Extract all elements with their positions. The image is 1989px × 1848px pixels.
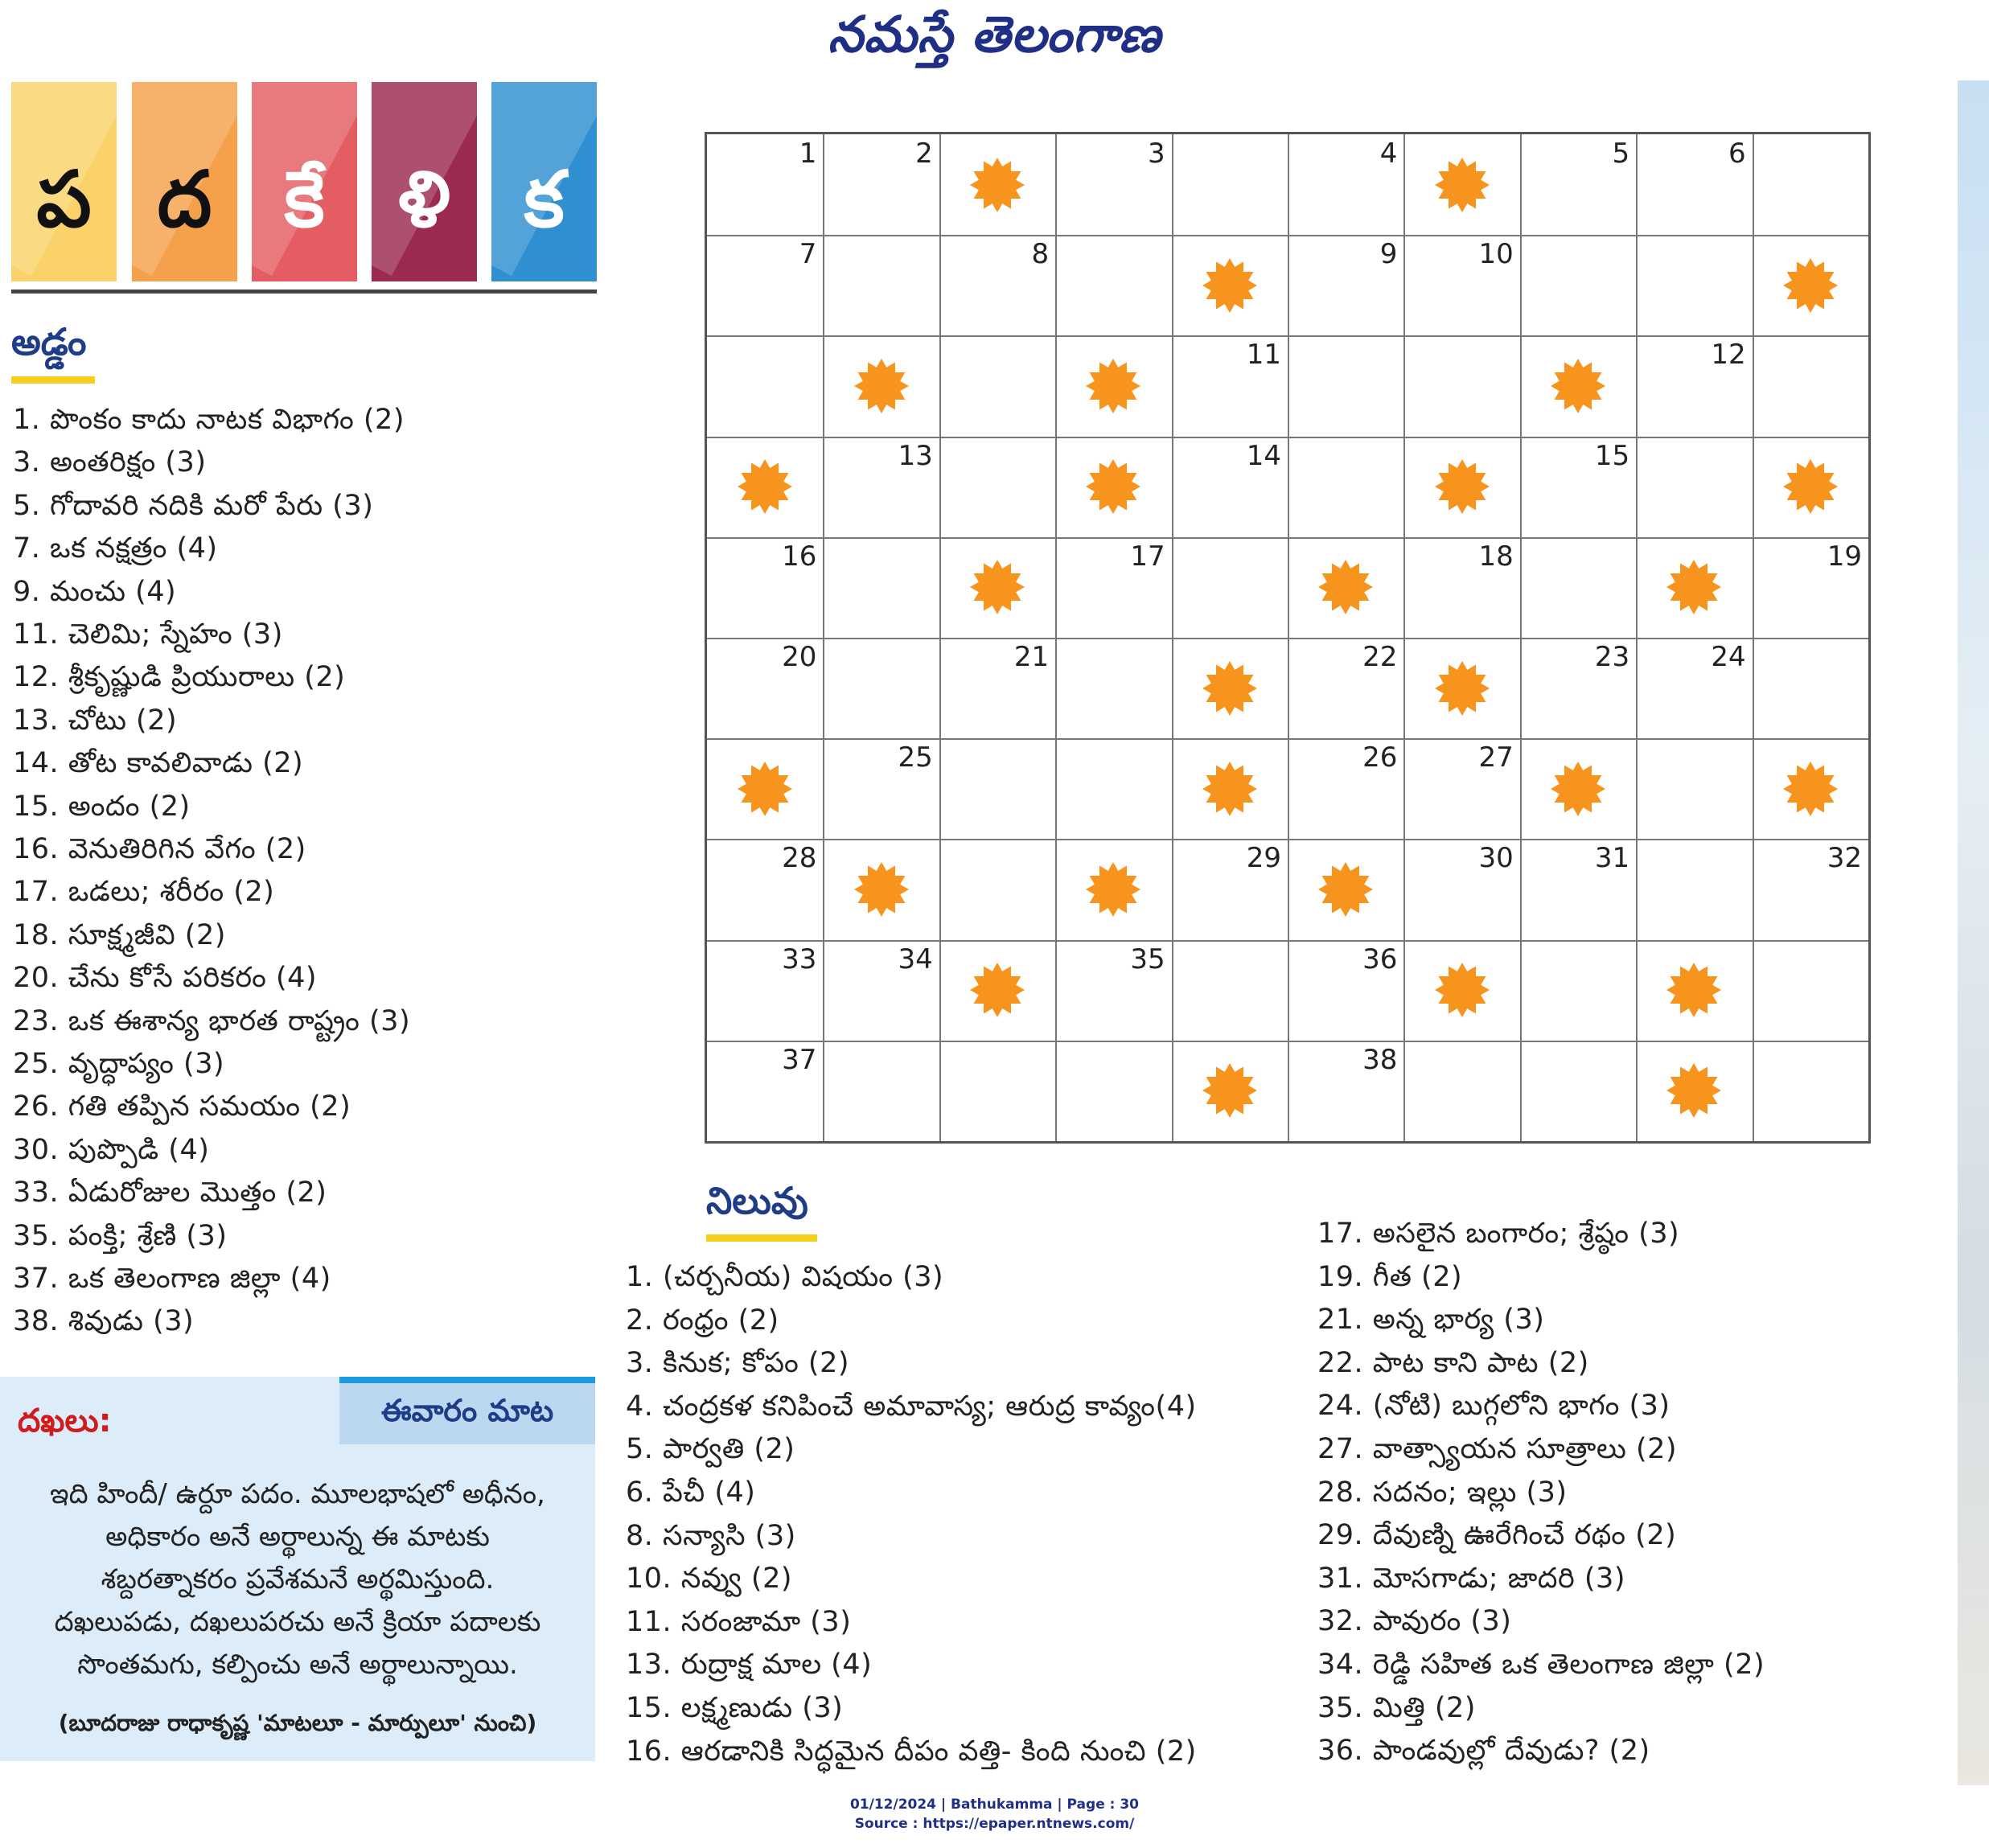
cell-number: 3	[1147, 138, 1165, 170]
down-clue: 2. రంధ్రం (2)	[626, 1304, 779, 1337]
grid-col-line	[1753, 134, 1754, 1141]
black-square-star-icon	[1782, 458, 1839, 515]
title-block-3: కే	[252, 82, 357, 281]
across-clue: 20. చేను కోసే పరికరం (4)	[13, 962, 318, 995]
cell-number: 24	[1711, 641, 1746, 673]
down-clue: 36. పాండవుల్లో దేవుడు? (2)	[1317, 1735, 1650, 1768]
black-square-star-icon	[1317, 559, 1374, 615]
cell-number: 11	[1246, 339, 1281, 372]
title-block-4: ళి	[372, 82, 477, 281]
cell-number: 17	[1130, 540, 1165, 573]
across-clue: 33. ఏడురోజుల మొత్తం (2)	[13, 1177, 327, 1209]
cell-number: 37	[782, 1043, 817, 1076]
down-heading-underline	[706, 1234, 817, 1242]
black-square-star-icon	[737, 458, 793, 515]
down-clue: 8. సన్యాసి (3)	[626, 1519, 796, 1552]
grid-col-line	[1288, 134, 1289, 1141]
word-of-week-line: దఖలుపడు, దఖలుపరచు అనే క్రియా పదాలకు	[54, 1606, 541, 1638]
cell-number: 4	[1379, 138, 1398, 170]
cell-number: 36	[1362, 942, 1398, 975]
cell-number: 19	[1827, 540, 1862, 573]
cell-number: 14	[1246, 439, 1281, 472]
black-square-star-icon	[969, 157, 1025, 213]
black-square-star-icon	[1434, 458, 1490, 515]
black-square-star-icon	[1666, 559, 1722, 615]
across-clue: 14. తోట కావలివాడు (2)	[13, 747, 304, 780]
cell-number: 1	[799, 138, 817, 170]
puzzle-title-blocks	[11, 82, 597, 281]
cell-number: 13	[898, 439, 933, 472]
word-of-week-line: శబ్దరత్నాకరం ప్రవేశమనే అర్థమిస్తుంది.	[101, 1563, 495, 1595]
black-square-star-icon	[969, 962, 1025, 1018]
black-square-star-icon	[1550, 761, 1606, 817]
cell-number: 27	[1478, 741, 1514, 774]
down-clue: 1. (చర్చనీయ) విషయం (3)	[626, 1261, 944, 1293]
cell-number: 23	[1594, 641, 1630, 673]
title-block-5: క	[491, 82, 597, 281]
word-of-week-line: అధికారం అనే అర్థాలున్న ఈ మాటకు	[105, 1521, 490, 1553]
cell-number: 16	[782, 540, 817, 573]
cell-number: 32	[1827, 842, 1862, 875]
down-clue: 24. (నోటి) బుగ్గలోని భాగం (3)	[1317, 1390, 1671, 1423]
across-clue: 12. శ్రీకృష్ణుడి ప్రియురాలు (2)	[13, 661, 346, 694]
cell-number: 5	[1612, 138, 1630, 170]
down-clue: 32. పావురం (3)	[1317, 1605, 1512, 1638]
down-clue: 10. నవ్వు (2)	[626, 1563, 793, 1595]
across-clue: 25. వృద్ధాప్యం (3)	[13, 1048, 225, 1080]
cell-number: 29	[1246, 842, 1281, 875]
down-clue: 15. లక్ష్మణుడు (3)	[626, 1692, 844, 1724]
cell-number: 20	[782, 641, 817, 673]
across-clue: 3. అంతరిక్షం (3)	[13, 446, 207, 479]
cell-number: 15	[1594, 439, 1630, 472]
down-clue: 31. మోసగాడు; జాదరి (3)	[1317, 1562, 1625, 1595]
cell-number: 31	[1594, 842, 1630, 875]
black-square-star-icon	[853, 861, 910, 918]
black-square-star-icon	[737, 761, 793, 817]
masthead: నమస్తే తెలంగాణ	[828, 5, 1161, 64]
across-clue: 17. ఒడలు; శరీరం (2)	[13, 876, 275, 909]
black-square-star-icon	[1782, 761, 1839, 817]
cell-number: 18	[1478, 540, 1514, 573]
down-clue: 3. కినుక; కోపం (2)	[626, 1347, 850, 1380]
cell-number: 34	[898, 942, 933, 975]
down-clue: 21. అన్న భార్య (3)	[1317, 1304, 1545, 1337]
cell-number: 35	[1130, 942, 1165, 975]
cell-number: 38	[1362, 1043, 1398, 1076]
grid-col-line	[823, 134, 824, 1141]
cell-number: 6	[1728, 138, 1746, 170]
black-square-star-icon	[1085, 458, 1141, 515]
down-clue: 27. వాత్స్యాయన సూత్రాలు (2)	[1317, 1433, 1678, 1465]
word-of-week-label: దఖలు:	[18, 1402, 112, 1439]
cell-number: 10	[1478, 238, 1514, 271]
cell-number: 33	[782, 942, 817, 975]
across-clue: 35. పంక్తి; శ్రేణి (3)	[13, 1219, 228, 1252]
black-square-star-icon	[969, 559, 1025, 615]
across-heading-underline	[11, 376, 95, 384]
down-clue: 29. దేవుణ్ని ఊరేగించే రథం (2)	[1317, 1519, 1677, 1552]
cell-number: 30	[1478, 842, 1514, 875]
black-square-star-icon	[1202, 660, 1258, 717]
black-square-star-icon	[853, 358, 910, 414]
down-clue: 4. చంద్రకళ కనిపించే అమావాస్య; ఆరుద్ర కావ్యం(4)	[626, 1390, 1197, 1423]
black-square-star-icon	[1202, 1062, 1258, 1119]
across-clue: 30. పుప్పొడి (4)	[13, 1133, 210, 1166]
across-clue: 7. ఒక నక్షత్రం (4)	[13, 532, 218, 565]
down-clue: 35. మిత్తి (2)	[1317, 1691, 1476, 1724]
down-clue: 19. గీత (2)	[1317, 1260, 1463, 1293]
cell-number: 22	[1362, 641, 1398, 673]
black-square-star-icon	[1317, 861, 1374, 918]
down-heading: నిలువు	[706, 1179, 808, 1222]
down-clue: 17. అసలైన బంగారం; శ్రేష్ఠం (3)	[1317, 1218, 1680, 1250]
cell-number: 7	[799, 238, 817, 271]
black-square-star-icon	[1666, 1062, 1722, 1119]
down-clue: 13. రుద్రాక్ష మాల (4)	[626, 1649, 873, 1682]
black-square-star-icon	[1434, 157, 1490, 213]
cell-number: 21	[1013, 641, 1050, 673]
across-clue: 16. వెనుతిరిగిన వేగం (2)	[13, 833, 306, 865]
black-square-star-icon	[1202, 257, 1258, 314]
across-clue: 1. పొంకం కాదు నాటక విభాగం (2)	[13, 404, 405, 436]
cell-number: 28	[782, 842, 817, 875]
footer-source: Source : https://epaper.ntnews.com/	[854, 1816, 1135, 1832]
across-clue: 23. ఒక ఈశాన్య భారత రాష్ట్రం (3)	[13, 1004, 411, 1037]
across-heading: అడ్డం	[11, 320, 87, 363]
black-square-star-icon	[1202, 761, 1258, 817]
across-clue: 37. ఒక తెలంగాణ జిల్లా (4)	[13, 1263, 331, 1295]
grid-col-line	[1055, 134, 1057, 1141]
down-clue: 5. పార్వతి (2)	[626, 1433, 795, 1466]
black-square-star-icon	[1782, 257, 1839, 314]
black-square-star-icon	[1434, 660, 1490, 717]
grid-col-line	[1172, 134, 1173, 1141]
across-clue: 9. మంచు (4)	[13, 575, 177, 608]
down-clue: 22. పాట కాని పాట (2)	[1317, 1346, 1589, 1379]
black-square-star-icon	[1550, 358, 1606, 414]
cell-number: 9	[1379, 238, 1398, 271]
word-of-week-line: ఇది హిందీ/ ఉర్దూ పదం. మూలభాషలో అధీనం,	[50, 1478, 545, 1510]
across-clue: 15. అందం (2)	[13, 790, 191, 823]
grid-col-line	[1403, 134, 1405, 1141]
across-clue: 26. గతి తప్పిన సమయం (2)	[13, 1090, 351, 1123]
footer-edition: 01/12/2024 | Bathukamma | Page : 30	[849, 1797, 1140, 1813]
across-clue: 5. గోదావరి నదికి మరో పేరు (3)	[13, 489, 374, 522]
grid-col-line	[1636, 134, 1638, 1141]
grid-col-line	[939, 134, 941, 1141]
across-clue: 38. శివుడు (3)	[13, 1305, 195, 1338]
cell-number: 12	[1711, 339, 1746, 372]
down-clue: 16. ఆరడానికి సిద్ధమైన దీపం వత్తి- కింది నుంచి (2)	[626, 1735, 1197, 1768]
cell-number: 26	[1362, 741, 1398, 774]
black-square-star-icon	[1085, 861, 1141, 918]
across-clue: 11. చెలిమి; స్నేహం (3)	[13, 618, 283, 651]
black-square-star-icon	[1085, 358, 1141, 414]
title-rule	[11, 290, 597, 294]
black-square-star-icon	[1434, 962, 1490, 1018]
title-block-1: ప	[11, 82, 117, 281]
grid-col-line	[1520, 134, 1522, 1141]
side-photo-strip	[1958, 80, 1989, 1785]
cell-number: 8	[1031, 238, 1050, 271]
across-clue: 13. చోటు (2)	[13, 704, 178, 737]
down-clue: 6. పేచీ (4)	[626, 1476, 756, 1509]
black-square-star-icon	[1666, 962, 1722, 1018]
across-clue: 18. సూక్ష్మజీవి (2)	[13, 918, 226, 951]
crossword-grid	[705, 132, 1871, 1144]
word-of-week-line: సొంతమగు, కల్పించు అనే అర్థాలున్నాయి.	[77, 1649, 518, 1681]
down-clue: 11. సరంజామా (3)	[626, 1605, 852, 1638]
cell-number: 2	[915, 138, 933, 170]
cell-number: 25	[898, 741, 933, 774]
down-clue: 34. రెడ్డి సహిత ఒక తెలంగాణ జిల్లా (2)	[1317, 1649, 1765, 1681]
word-of-week-source: (బూదరాజు రాధాకృష్ణ 'మాటలూ - మార్పులూ' నుంచి)	[58, 1710, 537, 1736]
word-of-week-tab: ఈవారం మాట	[339, 1377, 595, 1444]
title-block-2: ద	[132, 82, 237, 281]
down-clue: 28. సదనం; ఇల్లు (3)	[1317, 1476, 1568, 1509]
